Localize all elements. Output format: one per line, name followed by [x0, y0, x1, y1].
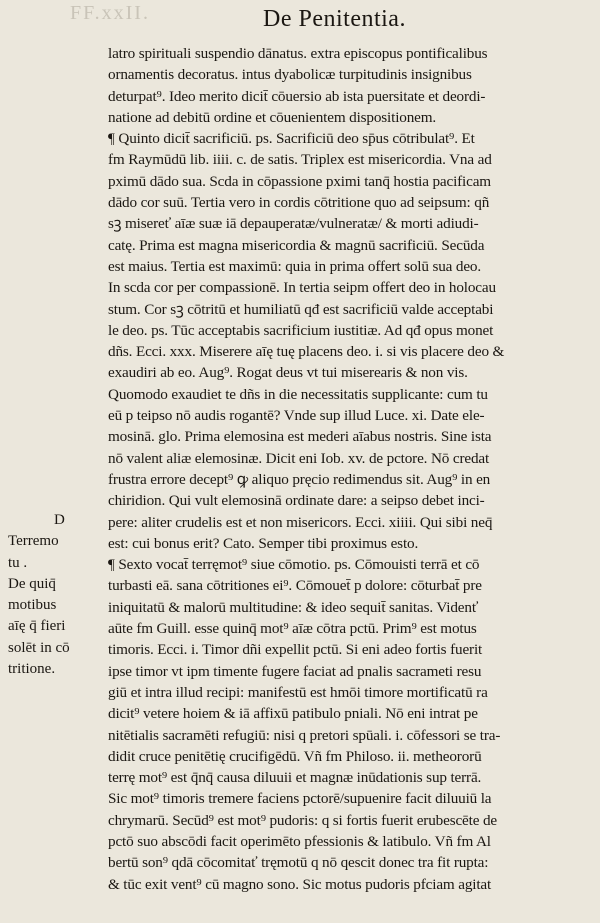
- text-line: catę. Prima est magna misericordia & magnū sacrificiū. Secūda: [108, 236, 485, 254]
- text-line: est maius. Tertia est maximū: quia in prima offert solū sua deo.: [108, 257, 482, 275]
- text-line: ¶ Sexto vocat̄ terręmot⁹ siue cōmotio. ps. Cōmouisti terrā et cō: [108, 556, 480, 574]
- text-line: bertū son⁹ qdā cōcomitať tręmotū q nō qescit donec tra fit rupta:: [108, 854, 489, 872]
- text-line: timoris. Ecci. i. Timor dñi expellit pctū. Si eni adeo fortis fuerit: [108, 641, 483, 659]
- text-line: Quomodo exaudiet te dñs in die necessitatis supplicante: cum tu: [108, 385, 488, 403]
- margin-note-line: aīę q̄ fieri: [8, 618, 66, 635]
- text-line: didit cruce penitētię crucifigēdū. Vñ fm Philoso. ii. metheororū: [108, 747, 482, 765]
- text-line: turbasti eā. sana cōtritiones ei⁹. Cōmouet̄ p dolore: cōturbat̄ pre: [108, 577, 482, 595]
- text-line: dādo cor suū. Tertia vero in cordis cōtritione quo ad seipsum: qñ: [108, 194, 490, 212]
- text-line: & tūc exit vent⁹ cū magno sono. Sic motus pudoris pfciam agitat: [108, 875, 492, 893]
- folio-number: FF.xxII.: [70, 2, 150, 24]
- text-line: dñs. Ecci. xxx. Miserere aīę tuę placens deo. i. si vis placere deo &: [108, 343, 505, 361]
- text-line: chrymarū. Secūd⁹ est mot⁹ pudoris: q si fortis fuerit erubescēte de: [108, 811, 497, 829]
- margin-letter: D: [54, 512, 65, 528]
- margin-note-line: motibus: [8, 597, 57, 614]
- text-line: latro spirituali suspendio dānatus. extra episcopus pontificalibus: [108, 45, 488, 62]
- text-line: nō valent aliæ elemosinæ. Dicit eni Iob. xv. de pctore. Nō credat: [108, 449, 490, 467]
- text-line: pximū dādo sua. Scda in cōpassione pximi tanq̄ hostia pacificam: [108, 172, 491, 190]
- text-line: deturpat⁹. Ideo merito dicit̄ cōuersio ab ista puersitate et deordi-: [108, 87, 486, 105]
- text-line: pere: aliter crudelis est et non misericors. Ecci. xiiii. Qui sibi neq̄: [108, 513, 493, 531]
- margin-note-line: tritione.: [8, 661, 56, 678]
- text-line: frustra errore decept⁹ ꝙ aliquo pręcio redimendus sit. Aug⁹ in en: [108, 470, 491, 488]
- text-line: fm Raymūdū lib. iiii. c. de satis. Triplex est misericordia. Vna ad: [108, 151, 492, 169]
- text-line: ornamentis decoratus. intus dyabolicæ turpitudinis insignibus: [108, 66, 472, 84]
- text-line: pctō suo abscōdi facit operimēto pfessionis & latibulo. Vñ fm Al: [108, 832, 491, 850]
- marginal-notes: [8, 510, 104, 680]
- text-line: In scda cor per compassionē. In tertia seipm offert deo in holocau: [108, 279, 496, 297]
- main-text-column: [108, 43, 564, 895]
- margin-note-line: De quiq̄: [8, 575, 56, 592]
- text-line: aūte fm Guill. esse quinq̄ mot⁹ aīæ cōtra pctū. Prim⁹ est motus: [108, 620, 477, 638]
- text-line: nitētialis sacramēti refugiū: nisi q pretori spūali. i. cōfessori se tra-: [108, 726, 501, 744]
- text-line: eū p teipso nō audis rogantē? Vnde sup illud Luce. xi. Date ele-: [108, 407, 485, 425]
- text-line: terrę mot⁹ est q̄nq̄ causa diluuii et magnæ inūdationis sup terrā.: [108, 769, 482, 787]
- text-line: mosinā. glo. Prima elemosina est mederi aīabus nostris. Sine ista: [108, 428, 492, 446]
- text-line: stum. Cor sꝫ cōtritū et humiliatū qđ est sacrificiū valde acceptabi: [108, 300, 494, 318]
- text-line: dicit⁹ vetere hoiem & iā affixū patibulo pniali. Nō eni intrat pe: [108, 705, 478, 723]
- text-line: est: cui bonus erit? Cato. Semper tibi proximus esto.: [108, 534, 419, 552]
- text-line: Sic mot⁹ timoris tremere faciens pctorē/supuenire facit diluuiū la: [108, 790, 492, 808]
- text-line: chiridion. Qui vult elemosinā ordinate dare: a seipso debet inci-: [108, 492, 485, 510]
- text-line: le deo. ps. Tūc acceptabis sacrificium iustitiæ. Ad qđ opus monet: [108, 321, 494, 339]
- running-header: De Penitentia.: [263, 6, 406, 32]
- margin-note-line: solēt in cō: [8, 639, 70, 656]
- margin-note-line: tu .: [8, 554, 28, 571]
- text-line: giū et intra illud recipi: manifestū est hmōi timore mortificatū ra: [108, 683, 488, 701]
- text-line: exaudiri ab eo. Aug⁹. Rogat deus vt tui miserearis & non vis.: [108, 364, 468, 382]
- text-line: ¶ Quinto dicit̄ sacrificiū. ps. Sacrificiū deo sp̄us cōtribulat⁹. Et: [108, 130, 475, 148]
- text-line: iniquitatū & malorū multitudine: & ideo sequit̄ sanitas. Videnť: [108, 598, 479, 616]
- text-line: ipse timor vt ipm timente fugere faciat ad pnalis sacrameti resu: [108, 662, 482, 680]
- text-line: natione ad debitū ordine et cōuenientem dispositionem.: [108, 108, 437, 126]
- text-line: sꝫ misereť aīæ suæ iā depauperatæ/vulneratæ/ & morti adiudi-: [108, 215, 479, 233]
- margin-note-line: Terremo: [8, 533, 59, 550]
